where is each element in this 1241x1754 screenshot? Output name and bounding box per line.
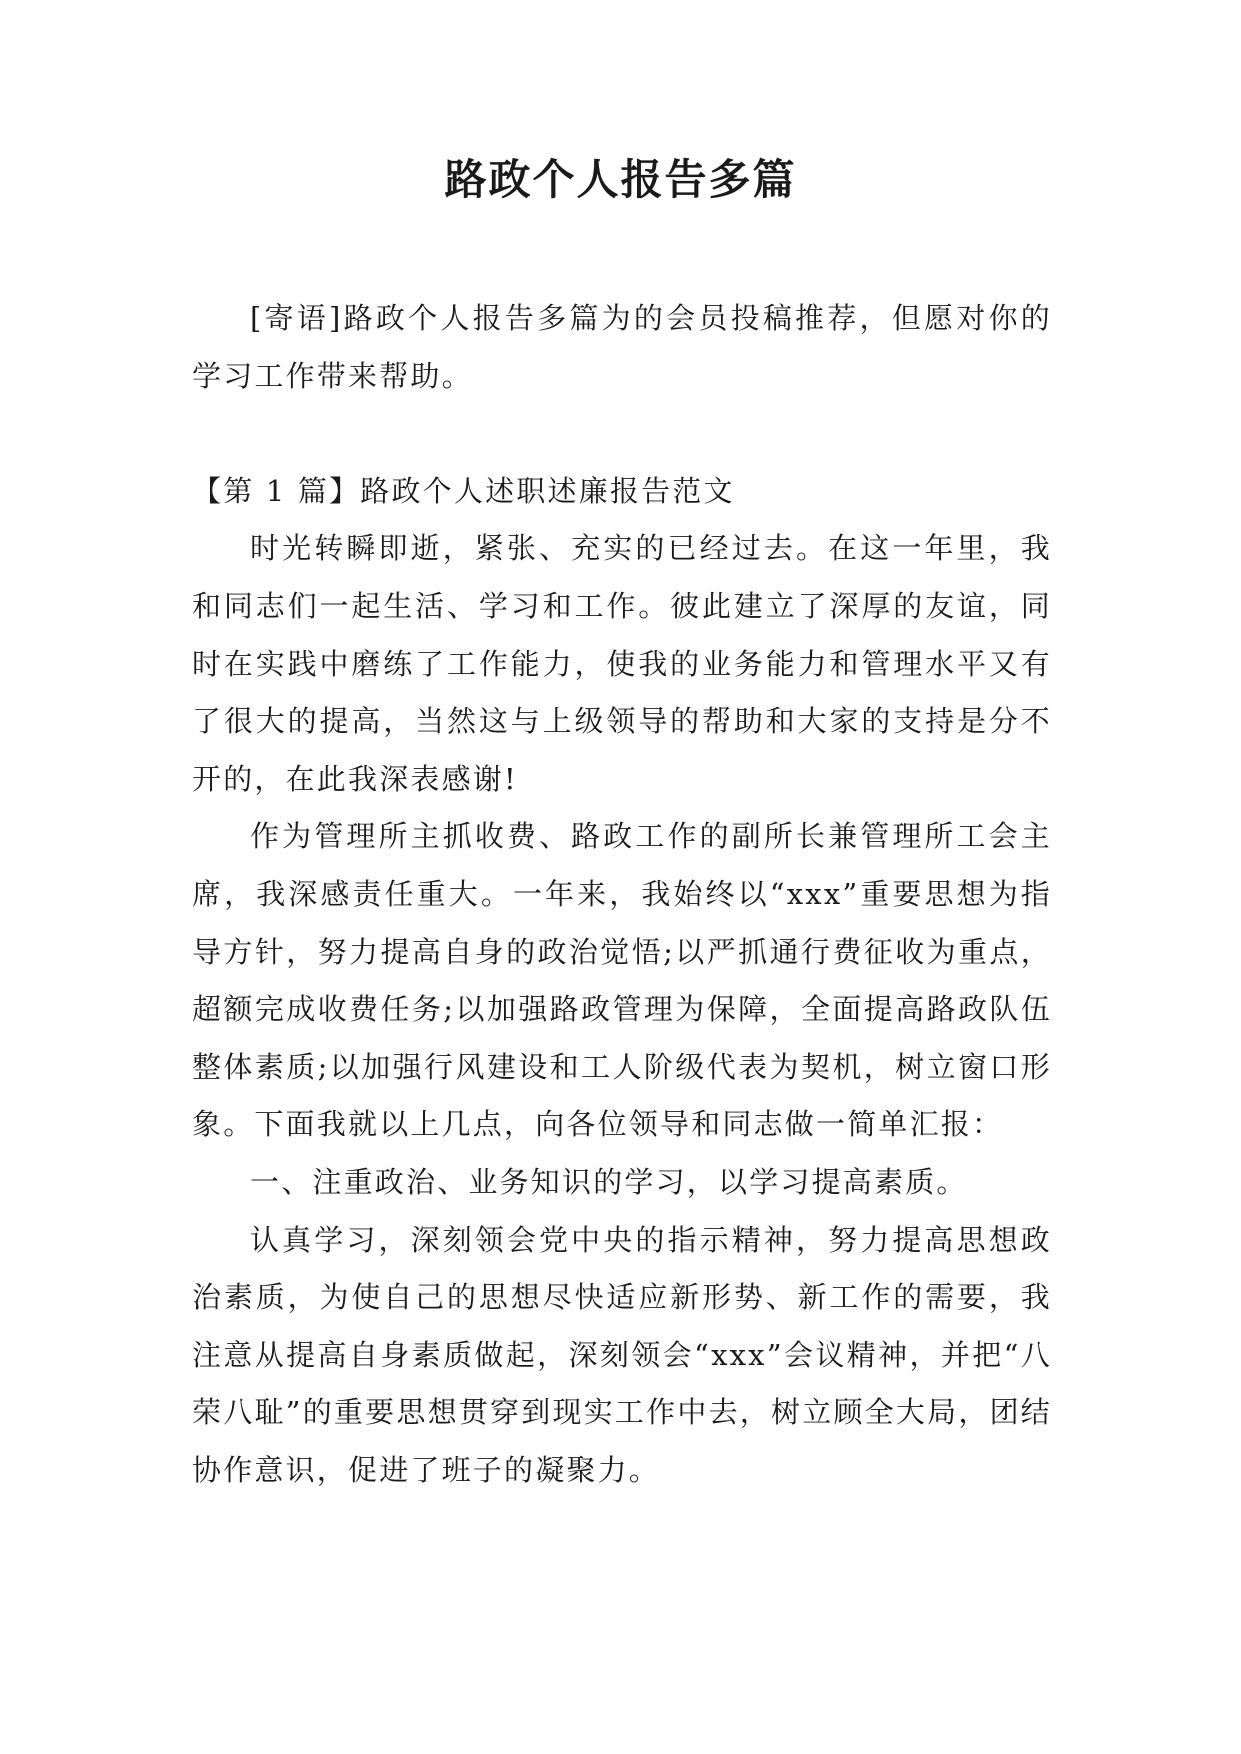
document-title: 路政个人报告多篇 [444,155,797,204]
body-paragraph: 一、注重政治、业务知识的学习，以学习提高素质。 [250,1164,968,1199]
body-paragraph: 认真学习，深刻领会党中央的指示精神，努力提高思想政治素质，为使自己的思想尽快适应新形势、新工作的需要，我注意从提高自身素质做起，深刻领会“xxx”会议精神，并把“八荣八耻”的重要思想贯穿到现实工作中去，树立顾全大局，团结协作意识，促进了班子的凝聚力。 [192,1222,1052,1487]
section-heading: 【第 1 篇】路政个人述职述廉报告范文 [192,473,735,508]
body-paragraph: 时光转瞬即逝，紧张、充实的已经过去。在这一年里，我和同志们一起生活、学习和工作。彼此建立了深厚的友谊，同时在实践中磨练了工作能力，使我的业务能力和管理水平又有了很大的提高，当然这与上级领导的帮助和大家的支持是分不开的，在此我深表感谢! [192,531,1052,796]
body-paragraph: 作为管理所主抓收费、路政工作的副所长兼管理所工会主席，我深感责任重大。一年来，我始终以“xxx”重要思想为指导方针，努力提高自身的政治觉悟;以严抓通行费征收为重点，超额完成收费任务;以加强路政管理为保障，全面提高路政队伍整体素质;以加强行风建设和工人阶级代表为契机，树立窗口形象。下面我就以上几点，向各位领导和同志做一简单汇报： [192,819,1052,1142]
intro-paragraph: [寄语]路政个人报告多篇为的会员投稿推荐，但愿对你的学习工作带来帮助。 [192,301,1052,393]
document-body [192,290,1052,1499]
